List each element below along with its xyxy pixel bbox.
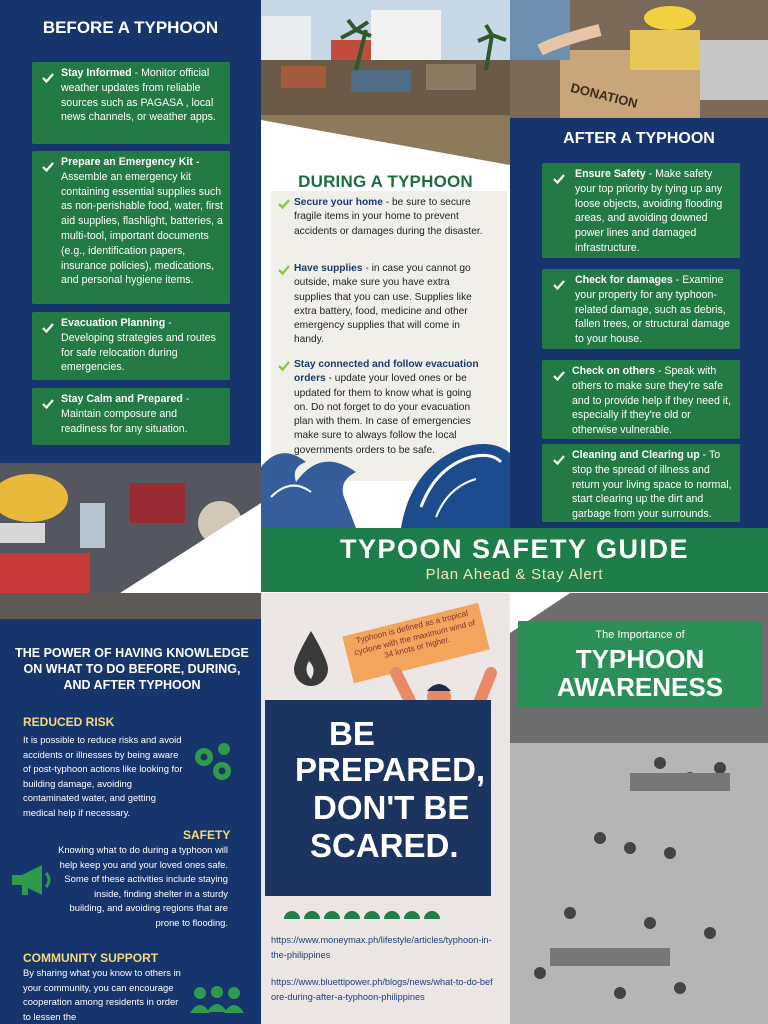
check-icon (277, 263, 291, 277)
knowledge-title: THE POWER OF HAVING KNOWLEDGE ON WHAT TO DO BEFORE, DURING, AND AFTER TYPHOON (15, 646, 249, 692)
check-icon (277, 197, 291, 211)
safety-text: Knowing what to do during a typhoon will help keep you and your loved ones safe. Some of these activities include staying inside, finding shelter in a sturdy building, and avoiding regions that are prone to flooding. (58, 844, 228, 928)
safety-heading: SAFETY (183, 828, 231, 842)
before-item-title: Stay Calm and Prepared (61, 393, 183, 405)
people-icon (186, 985, 248, 1015)
during-title: DURING A TYPHOON (298, 172, 473, 191)
before-item-title: Stay Informed (61, 67, 132, 79)
slogan-line-3: DON'T BE (313, 789, 470, 826)
after-item-title: Ensure Safety (575, 168, 646, 180)
during-item-title: Secure your home (294, 197, 383, 208)
water-drop-icon (294, 631, 328, 687)
during-item-text: - in case you cannot go outside, make sure you have extra supplies that you can use. Supplies like extra battery, food, medicine and other emergency supplies that will come in handy. (294, 263, 472, 346)
check-icon (552, 172, 566, 186)
banner (261, 528, 768, 592)
after-item-2 (542, 269, 740, 349)
after-item-4 (542, 444, 740, 522)
after-item-text: - Speak with others to make sure they're safe and to provide help if they need it, especially if they're old or otherwise vulnerable. (572, 365, 732, 437)
check-icon (277, 359, 291, 373)
before-item-text: Assemble an emergency kit containing essential supplies such as non-perishable food, water, first aid supplies, flashlight, batteries, a multi-tool, important documents (e.g., identification papers, insurance policies), medications, and personal hygiene items. (61, 170, 223, 287)
supplies-photo (0, 463, 261, 593)
before-item-text: Monitor official weather updates from reliable sources such as PAGASA , local news channels, or weather apps. (61, 67, 216, 124)
banner-subtitle: Plan Ahead & Stay Alert (425, 566, 604, 583)
knowledge-torn-top (0, 593, 261, 619)
during-item-2 (294, 262, 484, 348)
check-icon (41, 160, 55, 174)
during-item-text: - update your loved ones or be updated for them to know what is going on. Do not forget to do your evacuation plan with them. In case of emergencies make sure to always follow the local governments orders to be safe. (294, 373, 472, 456)
check-icon (552, 453, 566, 467)
dots-divider (281, 906, 481, 918)
slogan-line-2: PREPARED, (295, 751, 486, 788)
before-item-3: Evacuation Planning - Developing strategies and routes for safe relocation during emergencies. (32, 312, 230, 380)
during-item-text: - be sure to secure fragile items in your home to prevent accidents or damages during the disaster. (294, 197, 483, 237)
knowledge-panel (0, 593, 261, 1024)
during-item-title: Have supplies (294, 263, 363, 274)
community-text: By sharing what you know to others in your community, you can encourage cooperation among residents in order to lessen the (23, 967, 181, 1022)
awareness-big-2: AWARENESS (556, 672, 724, 702)
awareness-big-1: TYPHOON (575, 644, 705, 674)
after-item-text: - To stop the spread of illness and return your living space to normal, start clearing up the dirt and garbage from your surrounds. (572, 449, 732, 521)
donation-photo (510, 0, 768, 118)
gears-icon (188, 741, 238, 785)
slogan-line-4: SCARED. (310, 827, 459, 864)
wave-illustration (261, 427, 510, 528)
check-icon (41, 71, 55, 85)
check-icon (552, 278, 566, 292)
before-item-1: Stay Informed - Monitor official weather updates from reliable sources such as PAGASA , local news channels, or weather apps. (32, 62, 230, 144)
before-item-title: Prepare an Emergency Kit - (61, 156, 200, 168)
after-title: AFTER A TYPHOON (563, 130, 715, 147)
flood-photo (510, 593, 768, 1024)
check-icon (41, 321, 55, 335)
source-link-2[interactable]: https://www.bluettipower.ph/blogs/news/what-to-do-before-during-after-a-typhoon-philippines (271, 977, 493, 1002)
slogan-line-1: BE (329, 715, 375, 752)
definition-text: Typhoon is defined as a tropical cyclone with the maximum wind of 34 knots or higher. (353, 608, 476, 660)
megaphone-icon (8, 861, 54, 899)
awareness-badge (518, 621, 762, 707)
after-item-text: - Examine your property for any typhoon-related damage, such as debris, fallen trees, or structural damage to your house. (575, 274, 730, 346)
before-item-4: Stay Calm and Prepared - Maintain composure and readiness for any situation. (32, 388, 230, 445)
before-title: BEFORE A TYPHOON (42, 18, 219, 37)
before-item-text: Maintain composure and readiness for any situation. (61, 407, 188, 435)
donation-label: DONATION (569, 79, 640, 112)
reduced-risk-heading: REDUCED RISK (23, 715, 115, 729)
banner-title: TYPOON SAFETY GUIDE (339, 534, 690, 564)
center-panel (261, 593, 510, 1024)
slogan-panel (265, 700, 491, 896)
after-panel (510, 118, 768, 528)
after-item-text: - Make safety your top priority by tying up any loose objects, avoiding flooding areas, and avoiding downed power lines and damaged infrastructure. (575, 168, 723, 254)
awareness-small: The Importance of (595, 629, 685, 641)
after-item-1 (542, 163, 740, 258)
riverside-photo (261, 0, 510, 165)
community-heading: COMMUNITY SUPPORT (23, 951, 159, 965)
after-item-title: Check on others (572, 365, 656, 377)
before-item-title: Evacuation Planning (61, 317, 166, 329)
source-link-1[interactable]: https://www.moneymax.ph/lifestyle/articles/typhoon-in-the-philippines (271, 935, 492, 960)
before-item-2 (32, 151, 230, 304)
during-panel (261, 165, 510, 528)
before-panel (0, 0, 261, 463)
before-item-text: Developing strategies and routes for safe relocation during emergencies. (61, 331, 216, 374)
reduced-risk-text: It is possible to reduce risks and avoid accidents or illnesses by being aware of post-typhoon actions like looking for building damage, avoiding contaminated water, and getting medical help if necessary. (23, 734, 183, 818)
check-icon (552, 369, 566, 383)
during-item-title: Stay connected and follow evacuation orders (294, 359, 479, 385)
check-icon (41, 397, 55, 411)
after-item-title: Cleaning and Clearing up (572, 449, 700, 461)
after-item-3 (542, 360, 740, 439)
during-item-1 (294, 196, 484, 239)
after-item-title: Check for damages (575, 274, 673, 286)
